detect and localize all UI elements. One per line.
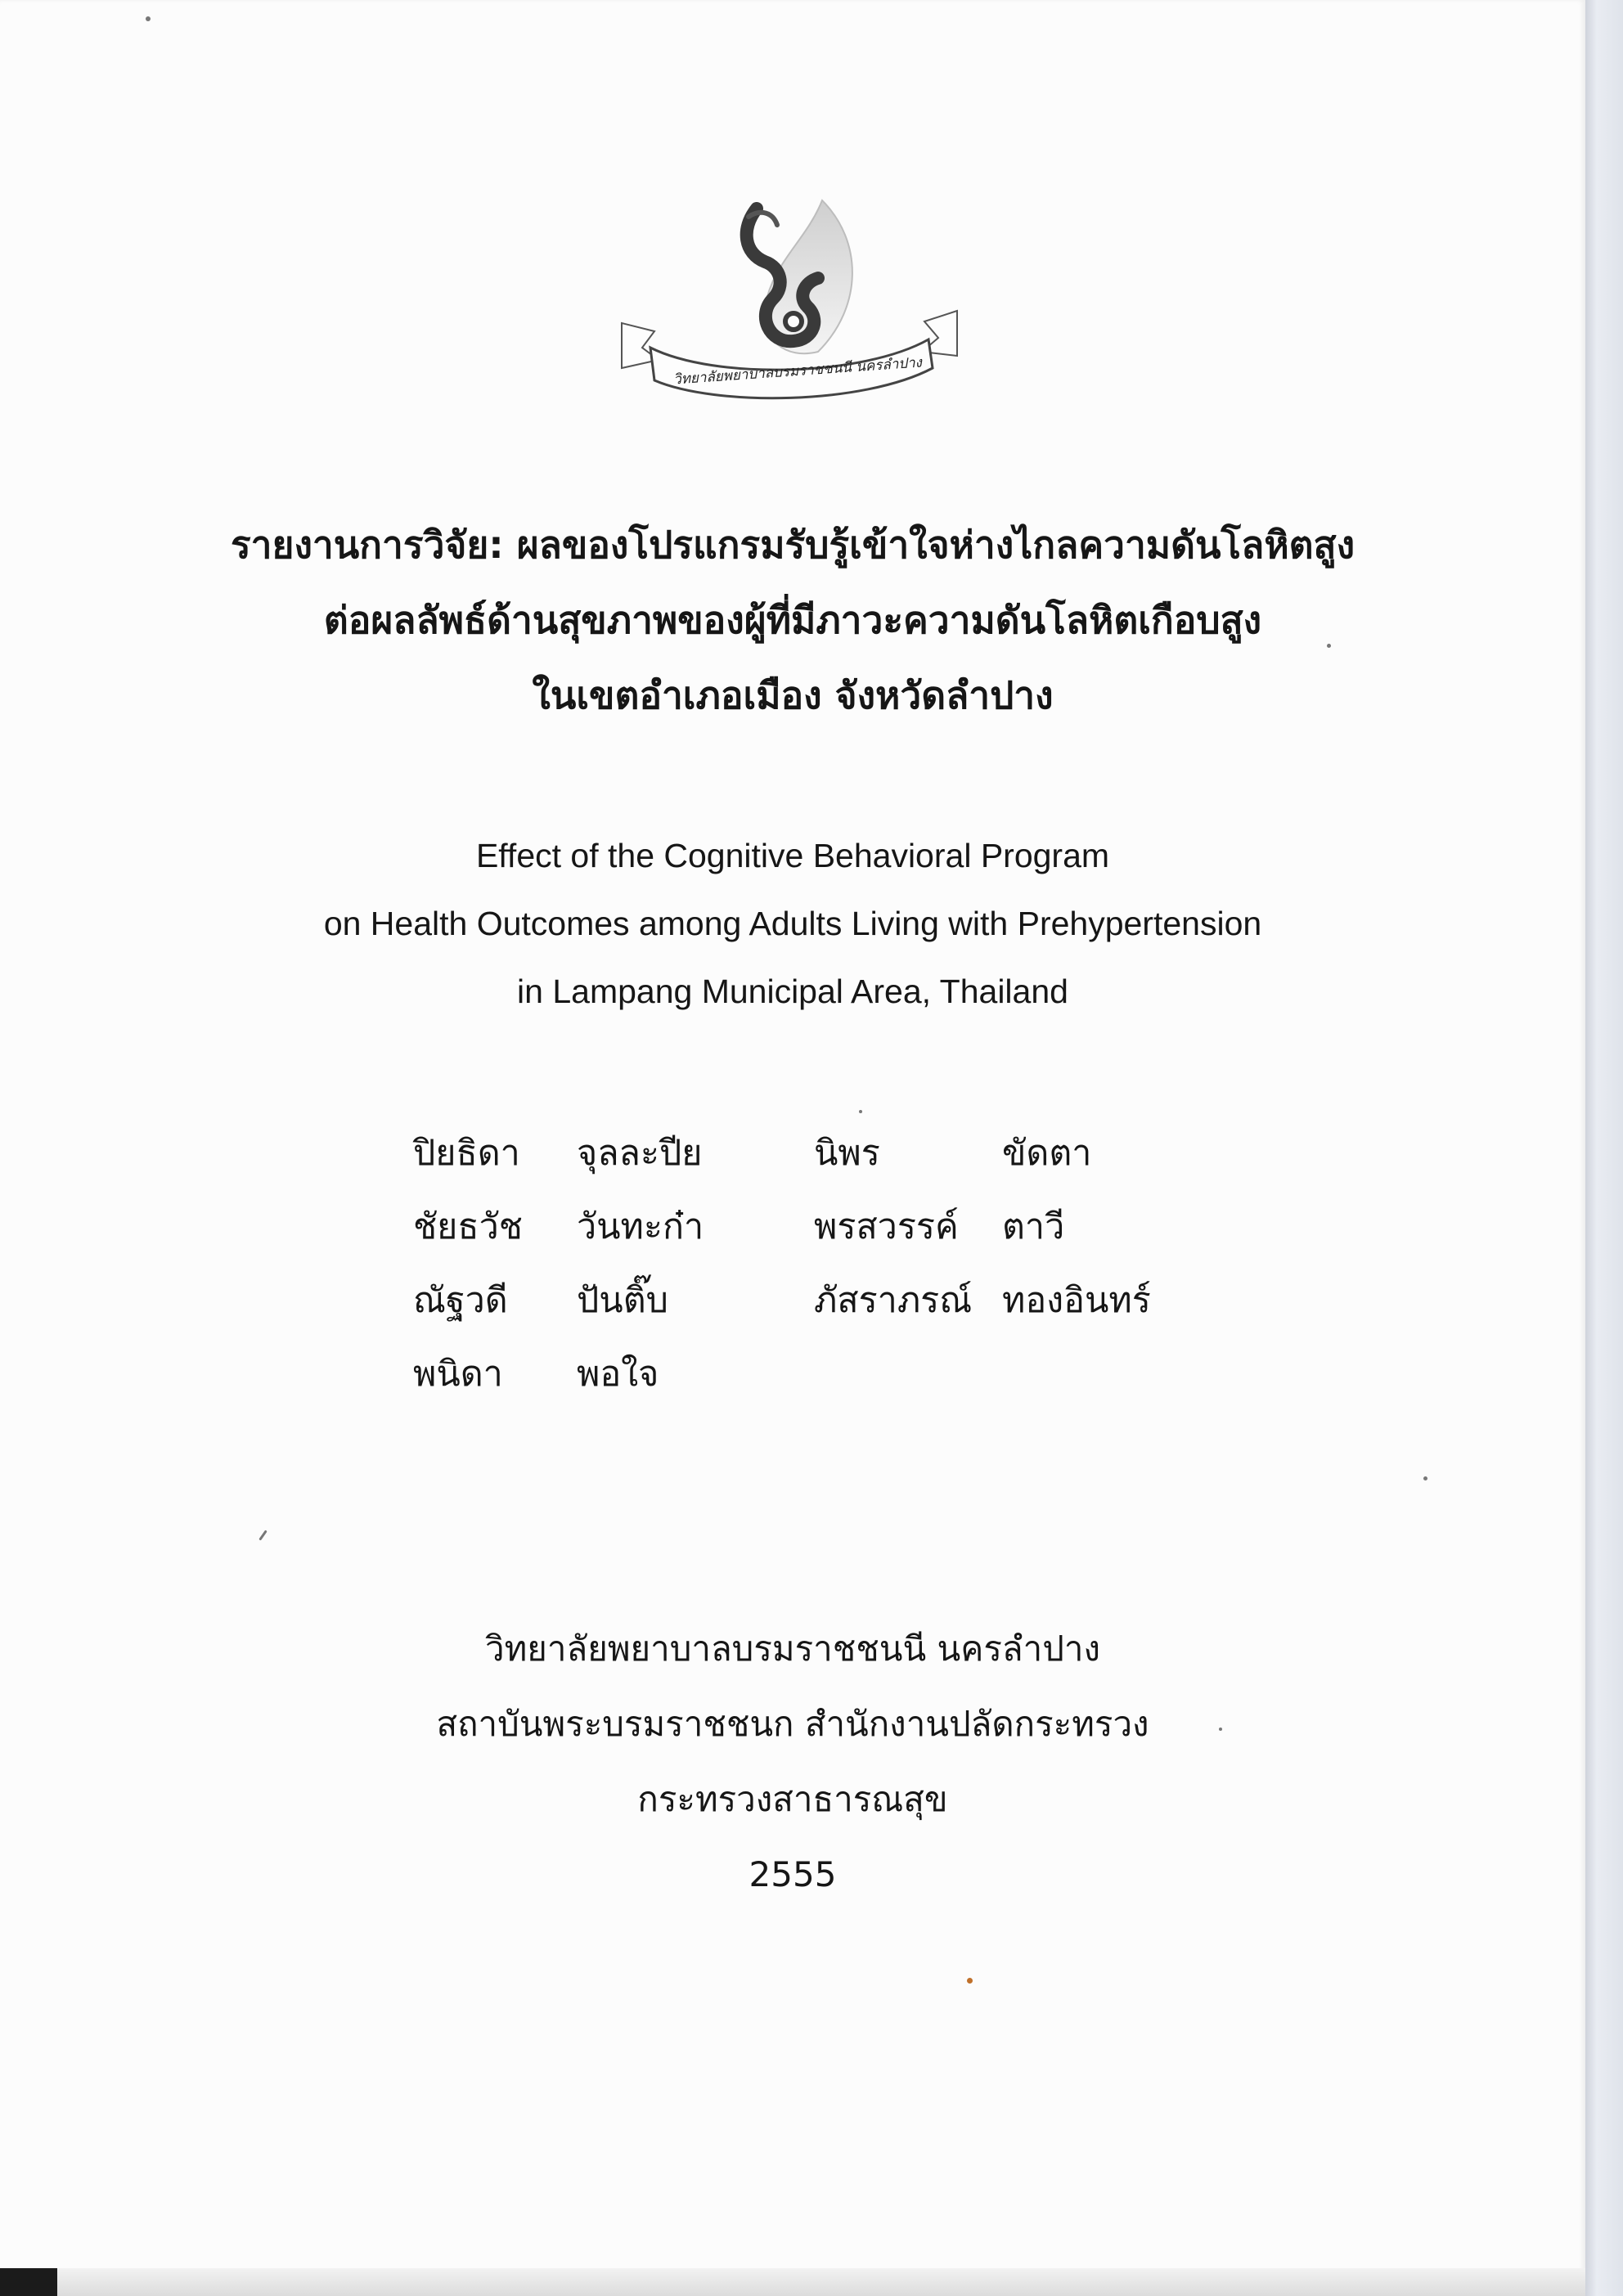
scan-speck bbox=[146, 16, 151, 21]
author-first-name: พนิดา bbox=[413, 1354, 503, 1395]
college-logo bbox=[618, 184, 961, 413]
english-title-line-3: in Lampang Municipal Area, Thailand bbox=[517, 973, 1068, 1010]
scan-speck bbox=[1423, 1476, 1427, 1480]
author-first-name: ปิยธิดา bbox=[413, 1133, 520, 1174]
english-title-line-1: Effect of the Cognitive Behavioral Program bbox=[475, 837, 1110, 874]
scan-speck bbox=[967, 1978, 973, 1984]
publication-year: 2555 bbox=[749, 1854, 837, 1894]
institution-line-2: สถาบันพระบรมราชชนก สำนักงานปลัดกระทรวง bbox=[436, 1704, 1149, 1744]
author-last-name: ขัดตา bbox=[1002, 1133, 1092, 1174]
english-title-line-2: on Health Outcomes among Adults Living with Prehypertension bbox=[323, 905, 1262, 942]
scan-corner bbox=[0, 2268, 57, 2296]
thai-title-line-3: ในเขตอำเภอเมือง จังหวัดลำปาง bbox=[532, 673, 1054, 717]
english-title bbox=[0, 822, 1585, 1026]
author-first-name: พรสวรรค์ bbox=[814, 1206, 959, 1247]
author-first-name: นิพร bbox=[814, 1133, 880, 1174]
institution-line-3: กระทรวงสาธารณสุข bbox=[637, 1779, 948, 1819]
scan-speck bbox=[859, 1110, 862, 1113]
thai-title-line-1: รายงานการวิจัย: ผลของโปรแกรมรับรู้เข้าใจห่างไกลความดันโลหิตสูง bbox=[230, 523, 1355, 567]
author-first-name: ณัฐวดี bbox=[413, 1280, 508, 1321]
author-row bbox=[413, 1346, 1231, 1419]
institution-block bbox=[0, 1611, 1585, 1912]
page-edge bbox=[1585, 0, 1623, 2296]
author-row bbox=[413, 1198, 1231, 1272]
author-last-name: จุลละปีย bbox=[577, 1133, 703, 1174]
author-row bbox=[413, 1125, 1231, 1198]
logo-banner-text: วิทยาลัยพยาบาลบรมราชชนนี นครลำปาง bbox=[672, 354, 923, 389]
author-last-name: ปันติ๊บ bbox=[577, 1280, 668, 1321]
page-bottom-edge bbox=[0, 2268, 1585, 2296]
thai-title bbox=[0, 507, 1585, 733]
scan-speck bbox=[259, 1530, 267, 1540]
scan-speck bbox=[1327, 644, 1331, 648]
author-last-name: ทองอินทร์ bbox=[1002, 1280, 1151, 1321]
author-last-name: พอใจ bbox=[577, 1354, 659, 1395]
thai-title-line-2: ต่อผลลัพธ์ด้านสุขภาพของผู้ที่มีภาวะความดันโลหิตเกือบสูง bbox=[323, 598, 1262, 642]
author-first-name: ชัยธวัช bbox=[413, 1206, 523, 1247]
author-row bbox=[413, 1272, 1231, 1346]
author-last-name: ตาวี bbox=[1002, 1206, 1065, 1247]
author-list bbox=[413, 1125, 1231, 1419]
scan-speck bbox=[1219, 1728, 1222, 1731]
author-first-name: ภัสราภรณ์ bbox=[814, 1280, 973, 1321]
institution-line-1: วิทยาลัยพยาบาลบรมราชชนนี นครลำปาง bbox=[485, 1629, 1100, 1669]
author-last-name: วันทะก๋า bbox=[577, 1206, 704, 1247]
